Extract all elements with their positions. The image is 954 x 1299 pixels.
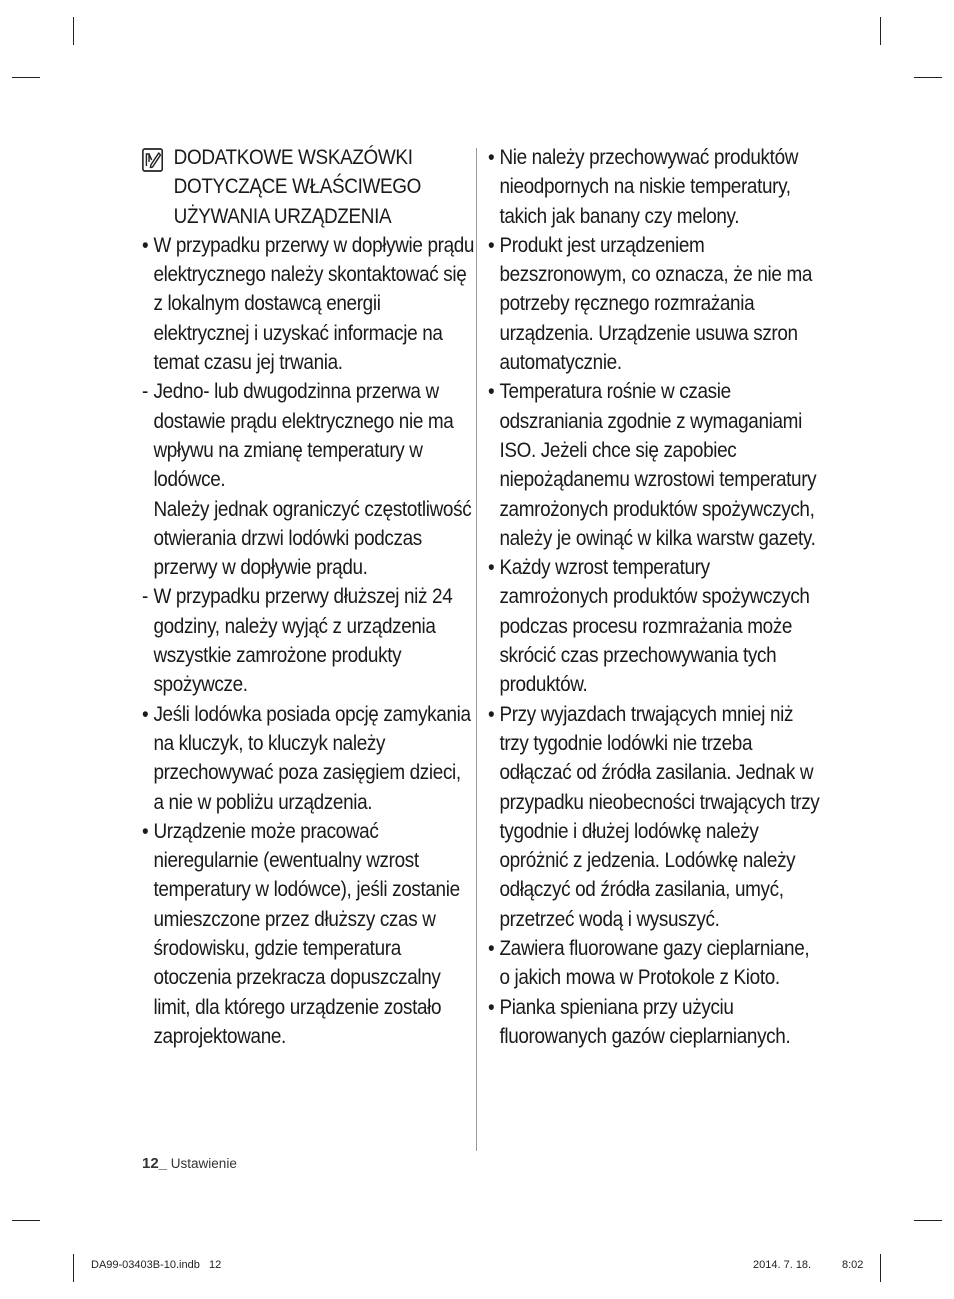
list-item	[142, 495, 475, 583]
section-heading	[142, 143, 475, 231]
list-item	[488, 143, 821, 231]
crop-mark	[914, 1220, 942, 1221]
bullet-marker: •	[142, 232, 149, 257]
list-item	[488, 934, 821, 993]
list-item	[142, 377, 475, 494]
bullet-marker: •	[488, 232, 495, 257]
dash-marker: -	[142, 584, 148, 609]
slug-date: 2014. 7. 18.	[753, 1259, 812, 1271]
crop-mark	[73, 1254, 74, 1282]
list-item-text: W przypadku przerwy w dopływie prądu elektrycznego należy skontaktować się z lokalnym dostawcą energii elektrycznej i uzyskać informacje na temat czasu jej trwania.	[153, 232, 475, 375]
crop-mark	[880, 1254, 881, 1282]
list-item	[488, 553, 821, 699]
list-item-text: Przy wyjazdach trwających mniej niż trzy tygodnie lodówki nie trzeba odłączać od źródła zasilania. Jednak w przypadku nieobecności trwających trzy tygodnie i dłużej lodówkę należy opróżnić z jedzenia. Lodówkę należy odłączyć od źródła zasilania, umyć, przetrzeć wodą i wysuszyć.	[499, 701, 820, 931]
bullet-marker: •	[142, 701, 149, 726]
crop-mark	[914, 77, 942, 78]
column-divider	[476, 148, 477, 1151]
list-item-text: Temperatura rośnie w czasie odszraniania zgodnie z wymaganiami ISO. Jeżeli chce się zapobiec niepożądanemu wzrostowi temperatury zamrożonych produktów spożywczych, należy je owinąć w kilka warstw gazety.	[499, 379, 817, 550]
list-item-text: Zawiera fluorowane gazy cieplarniane, o jakich mowa w Protokole z Kioto.	[499, 936, 810, 990]
list-item	[142, 700, 475, 817]
right-column	[488, 143, 821, 1051]
list-item-text: W przypadku przerwy dłuższej niż 24 godziny, należy wyjąć z urządzenia wszystkie zamrożone produkty spożywcze.	[153, 584, 453, 697]
list-item-text: Jeśli lodówka posiada opcję zamykania na kluczyk, to kluczyk należy przechowywać poza zasięgiem dzieci, a nie w pobliżu urządzenia.	[153, 701, 471, 814]
right-list	[488, 143, 821, 1051]
list-item-text: Pianka spieniana przy użyciu fluorowanych gazów cieplarnianych.	[499, 994, 791, 1048]
list-item	[142, 582, 475, 699]
list-item-text: Każdy wzrost temperatury zamrożonych produktów spożywczych podczas procesu rozmrażania może skrócić czas przechowywania tych produktów.	[499, 555, 810, 697]
note-pencil-icon	[142, 148, 163, 172]
bullet-marker: •	[142, 818, 149, 843]
bullet-marker: •	[488, 701, 495, 726]
list-item	[142, 231, 475, 377]
section-name: Ustawienie	[170, 1156, 237, 1171]
slug-file: DA99-03403B-10.indb 12	[91, 1259, 222, 1271]
slug-time: 8:02	[842, 1259, 864, 1271]
list-item-text: Urządzenie może pracować nieregularnie (ewentualny wzrost temperatury w lodówce), jeśli zostanie umieszczone przez dłuższy czas w środowisku, gdzie temperatura otoczenia przekracza dopuszczalny limit, dla którego urządzenie zostało zaprojektowane.	[153, 818, 460, 1048]
heading-text: DODATKOWE WSKAZÓWKI DOTYCZĄCE WŁAŚCIWEGO UŻYWANIA URZĄDZENIA	[173, 145, 422, 228]
list-item	[488, 231, 821, 377]
dash-marker: -	[142, 379, 148, 404]
list-item-text: Jedno- lub dwugodzinna przerwa w dostawie prądu elektrycznego nie ma wpływu na zmianę temperatury w lodówce.	[153, 379, 454, 492]
bullet-marker: •	[488, 379, 495, 404]
list-item	[488, 377, 821, 553]
crop-mark	[12, 1220, 40, 1221]
list-item-text: Produkt jest urządzeniem bezszronowym, co oznacza, że nie ma potrzeby ręcznego rozmrażania urządzenia. Urządzenie usuwa szron automatycznie.	[499, 232, 813, 375]
list-item-text: Nie należy przechowywać produktów nieodpornych na niskie temperatury, takich jak banany czy melony.	[499, 145, 799, 228]
list-item-text: Należy jednak ograniczyć częstotliwość otwierania drzwi lodówki podczas przerwy w dopływie prądu.	[153, 496, 472, 580]
bullet-marker: •	[488, 936, 495, 961]
left-list	[142, 231, 475, 1051]
bullet-marker: •	[488, 994, 495, 1019]
crop-mark	[880, 17, 881, 45]
left-column	[142, 143, 475, 1051]
crop-mark	[73, 17, 74, 45]
page-footer	[142, 1155, 237, 1172]
list-item	[142, 817, 475, 1051]
crop-mark	[12, 77, 40, 78]
page-number: 12_	[142, 1155, 168, 1172]
bullet-marker: •	[488, 555, 495, 580]
list-item	[488, 993, 821, 1052]
list-item	[488, 700, 821, 934]
indent-marker	[142, 495, 153, 583]
bullet-marker: •	[488, 145, 495, 169]
